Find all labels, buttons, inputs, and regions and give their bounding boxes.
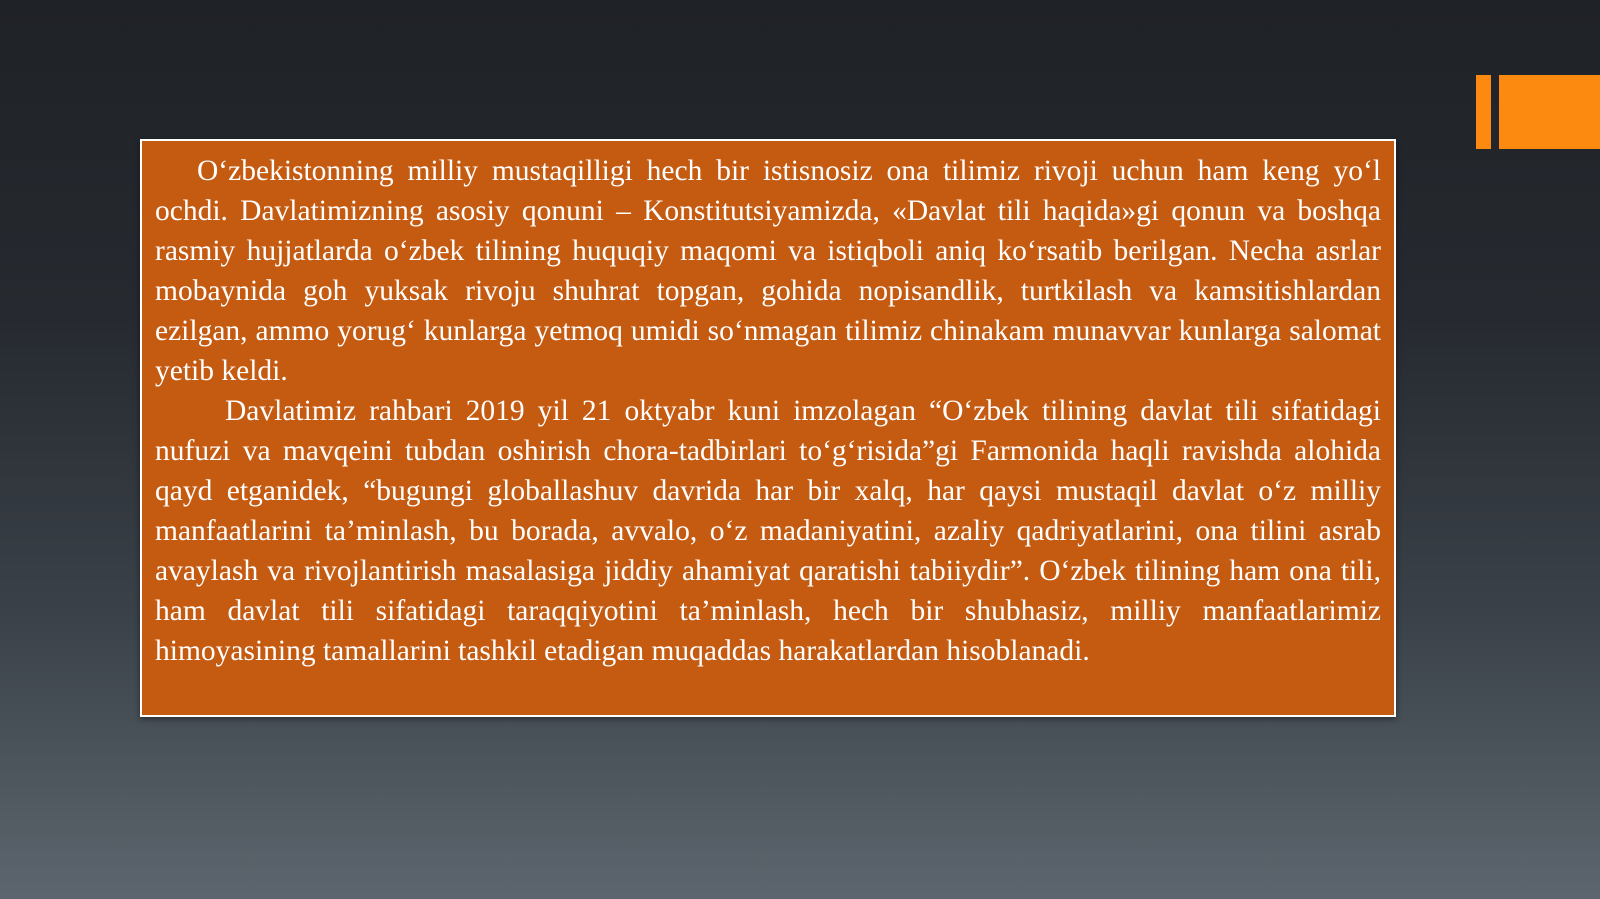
accent-bar-thick xyxy=(1499,75,1600,149)
text-box xyxy=(140,139,1396,717)
accent-bar-thin xyxy=(1476,75,1491,149)
paragraph-1: O‘zbekistonning milliy mustaqilligi hech bir istisnosiz ona tilimiz rivoji uchun ham keng yo‘l ochdi. Davlatimizning asosiy qonuni – Konstitutsiyamizda, «Davlat tili haqida»gi qonun va boshqa rasmiy hujjatlarda o‘zbek tilining huquqiy maqomi va istiqboli aniq ko‘rsatib berilgan. Necha asrlar mobaynida goh yuksak rivoju shuhrat topgan, gohida nopisandlik, turtkilash va kamsitishlardan ezilgan, ammo yorug‘ kunlarga yetmoq umidi so‘nmagan tilimiz chinakam munavvar kunlarga salomat yetib keldi. xyxy=(155,155,1381,387)
paragraph-2: Davlatimiz rahbari 2019 yil 21 oktyabr kuni imzolagan “O‘zbek tilining davlat tili sifatidagi nufuzi va mavqeini tubdan oshirish chora-tadbirlari to‘g‘risida”gi Farmonida haqli ravishda alohida qayd etganidek, “bugungi globallashuv davrida har bir xalq, har qaysi mustaqil davlat o‘z milliy manfaatlarini ta’minlash, bu borada, avvalo, o‘z madaniyatini, azaliy qadriyatlarini, ona tilini asrab avaylash va rivojlantirish masalasiga jiddiy ahamiyat qaratishi tabiiydir”. O‘zbek tilining ham ona tili, ham davlat tili sifatidagi taraqqiyotini ta’minlash, hech bir shubhasiz, milliy manfaatlarimiz himoyasining tamallarini tashkil etadigan muqaddas harakatlardan hisoblanadi. xyxy=(155,395,1381,667)
